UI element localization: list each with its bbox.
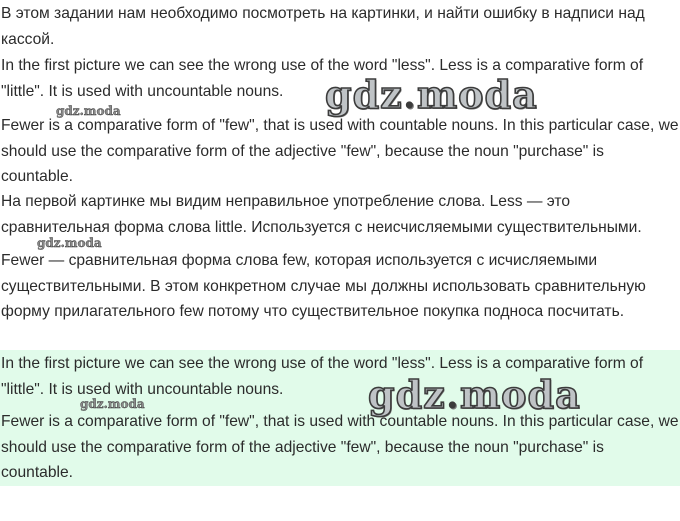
paragraph-intro: В этом задании нам необходимо посмотреть на картинки, и найти ошибку в надписи над кассой. (1, 5, 645, 48)
paragraph-ru-less: На первой картинке мы видим неправильное употребление слова. Less — это сравнительная форма слова little. Используется с неисчисляемыми существительными. (1, 193, 642, 236)
paragraph-ru-fewer: Fewer — сравнительная форма слова few, которая используется с исчисляемыми существительными. В этом конкретном случае мы должны использовать сравнительную форму прилагательного few потому что существительное покупка подноса посчитать. (1, 252, 646, 321)
watermark-logo: gdz.moda (368, 372, 581, 417)
watermark-small: gdz.moda (37, 236, 102, 250)
watermark-small: gdz.moda (56, 104, 121, 118)
watermark-small: gdz.moda (80, 397, 145, 411)
paragraph-en-less: In the first picture we can see the wrong use of the word "less". Less is a comparative form of "little". It is used with uncountable nouns. (1, 57, 644, 100)
paragraph-en-less-highlighted: In the first picture we can see the wrong use of the word "less". Less is a comparative form of "little". It is used with uncountable nouns. (1, 355, 644, 398)
watermark-logo: gdz.moda (325, 72, 538, 117)
paragraph-en-fewer: Fewer is a comparative form of "few", that is used with countable nouns. In this particular case, we should use the comparative form of the adjective "few", because the noun "purchase" is countable. (1, 117, 679, 186)
paragraph-en-fewer-highlighted: Fewer is a comparative form of "few", that is used with countable nouns. In this particular case, we should use the comparative form of the adjective "few", because the noun "purchase" is countable. (1, 413, 679, 482)
